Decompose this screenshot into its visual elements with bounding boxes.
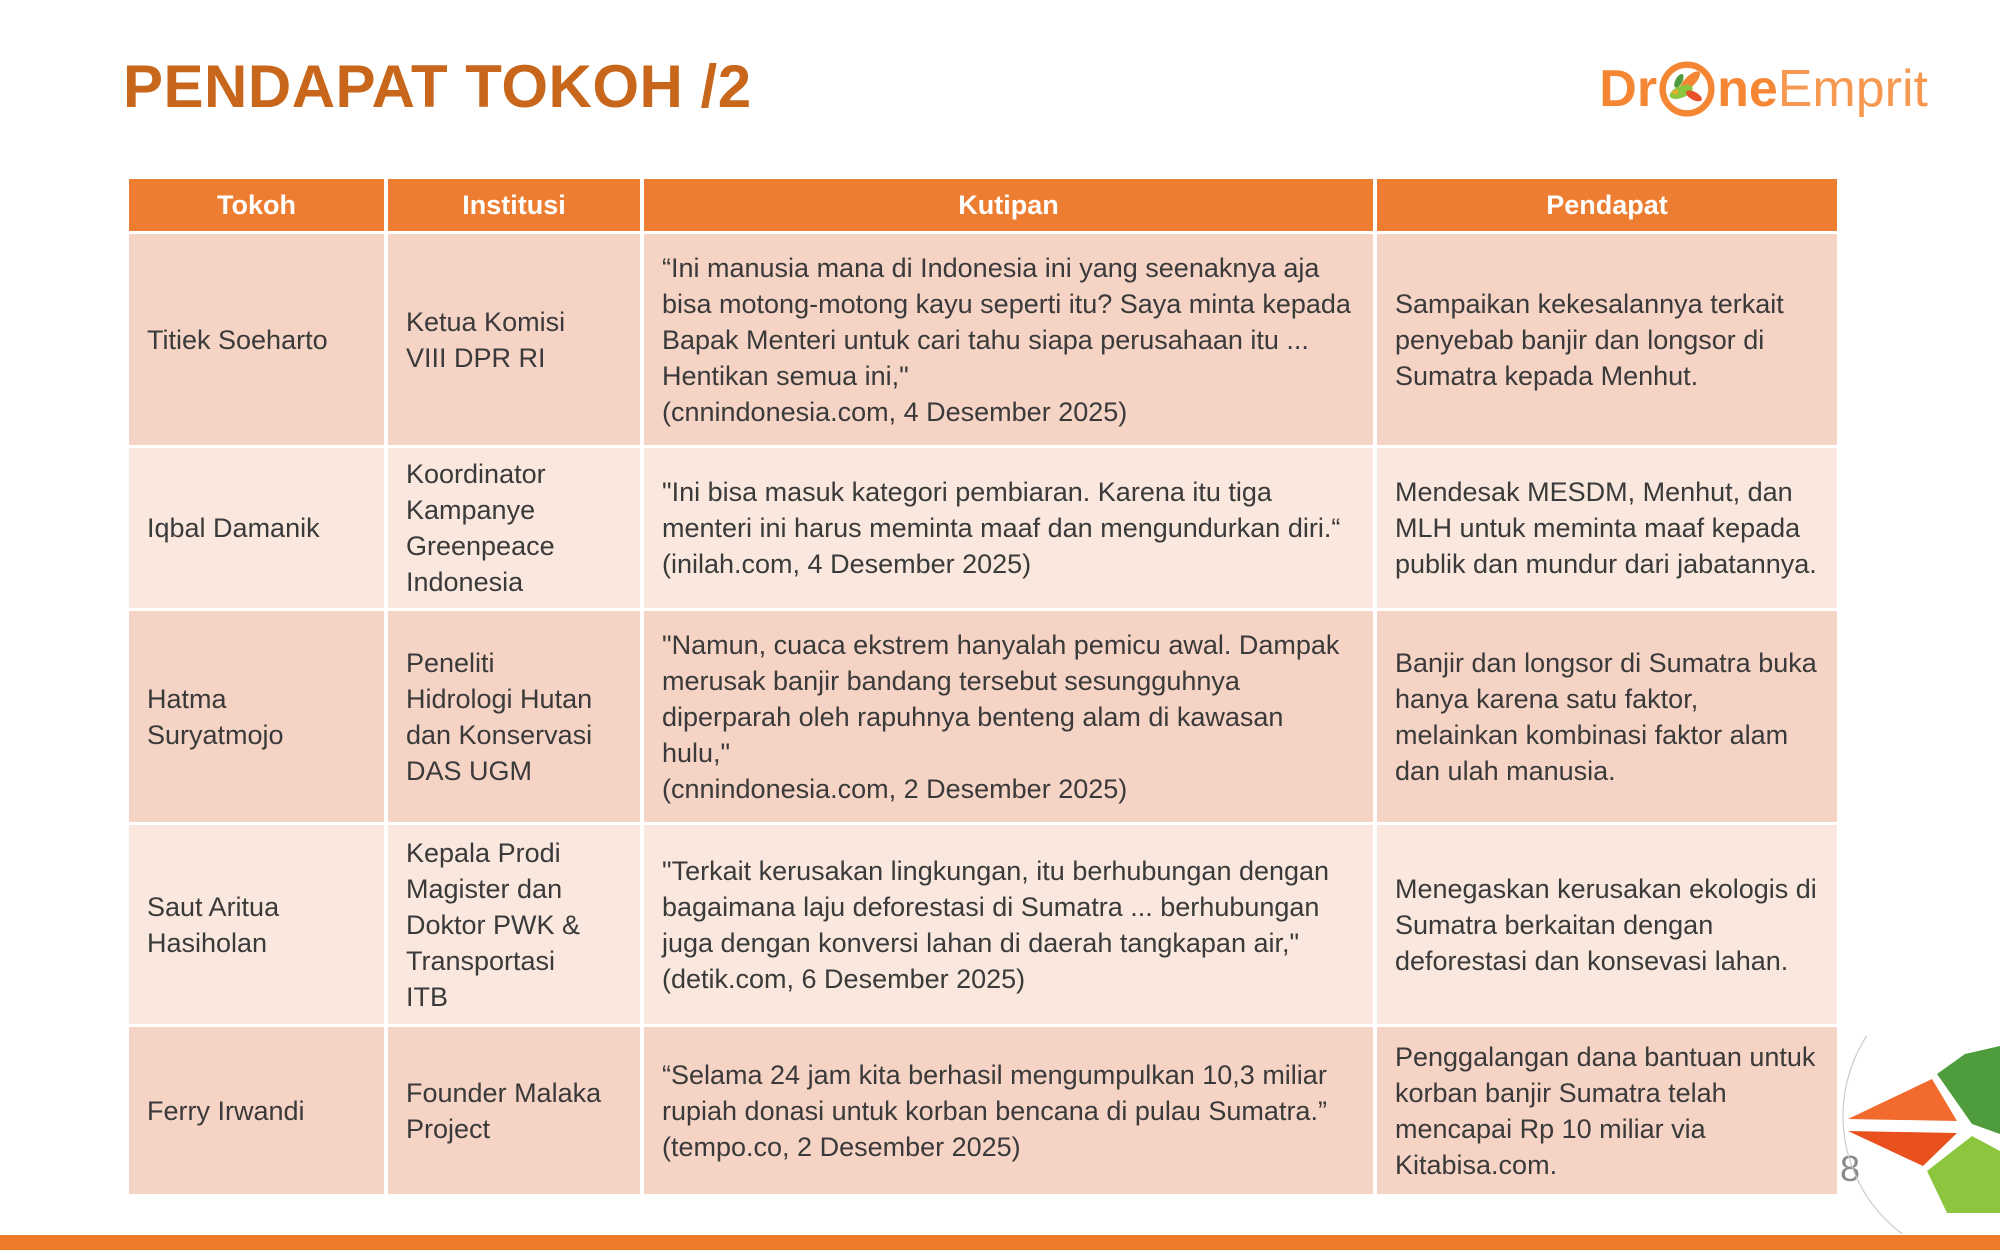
- institusi-cell: Kepala Prodi Magister dan Doktor PWK & Transportasi ITB: [388, 825, 640, 1024]
- pendapat-cell: Penggalangan dana bantuan untuk korban banjir Sumatra telah mencapai Rp 10 miliar via Kitabisa.com.: [1377, 1027, 1837, 1194]
- table-row: [129, 1027, 1837, 1194]
- quote-source: (inilah.com, 4 Desember 2025): [662, 549, 1032, 579]
- pendapat-cell: Sampaikan kekesalannya terkait penyebab banjir dan longsor di Sumatra kepada Menhut.: [1377, 234, 1837, 445]
- quote-text: "Ini bisa masuk kategori pembiaran. Karena itu tiga menteri ini harus meminta maaf dan mengundurkan diri.“: [662, 477, 1341, 543]
- droneemprit-logo: [1599, 60, 1928, 118]
- table-row: [129, 448, 1837, 608]
- logo-text-ne: ne: [1717, 60, 1778, 118]
- quote-text: “Selama 24 jam kita berhasil mengumpulkan 10,3 miliar rupiah donasi untuk korban bencana di pulau Sumatra.”: [662, 1059, 1327, 1126]
- kutipan-cell: [644, 1027, 1373, 1194]
- quote-source: (detik.com, 6 Desember 2025): [662, 963, 1026, 994]
- quote-text: "Terkait kerusakan lingkungan, itu berhubungan dengan bagaimana laju deforestasi di Sumatra ... berhubungan juga dengan konversi lahan di daerah tangkapan air,": [662, 855, 1330, 958]
- opinion-table: [125, 176, 1841, 1197]
- table-row: [129, 234, 1837, 445]
- header-row: [129, 179, 1837, 231]
- logo-text-dr: Dr: [1599, 60, 1658, 118]
- bird-in-ring-icon: [1658, 60, 1716, 118]
- kutipan-cell: [644, 825, 1373, 1024]
- kutipan-cell: [644, 611, 1373, 822]
- institusi-cell: Peneliti Hidrologi Hutan dan Konservasi DAS UGM: [388, 611, 640, 822]
- kutipan-cell: [644, 234, 1373, 445]
- pendapat-cell: Mendesak MESDM, Menhut, dan MLH untuk meminta maaf kepada publik dan mundur dari jabatannya.: [1377, 448, 1837, 608]
- kutipan-cell: [644, 448, 1373, 608]
- table-row: [129, 611, 1837, 822]
- quote-source: (cnnindonesia.com, 2 Desember 2025): [662, 773, 1128, 804]
- bottom-accent-bar: [0, 1235, 2000, 1250]
- quote-text: “Ini manusia mana di Indonesia ini yang seenaknya aja bisa motong-motong kayu seperti itu? Saya minta kepada Bapak Menteri untuk cari tahu siapa perusahaan itu ... Hentikan semua ini,": [662, 252, 1351, 391]
- pendapat-cell: Banjir dan longsor di Sumatra buka hanya karena satu faktor, melainkan kombinasi faktor alam dan ulah manusia.: [1377, 611, 1837, 822]
- quote-source: (tempo.co, 2 Desember 2025): [662, 1131, 1021, 1162]
- tokoh-cell: Ferry Irwandi: [129, 1027, 384, 1194]
- institusi-cell: Ketua Komisi VIII DPR RI: [388, 234, 640, 445]
- header-kutipan: Kutipan: [644, 179, 1373, 231]
- table-row: [129, 825, 1837, 1024]
- tokoh-cell: Saut Aritua Hasiholan: [129, 825, 384, 1024]
- logo-text-emprit: Emprit: [1777, 60, 1928, 118]
- header-tokoh: Tokoh: [129, 179, 384, 231]
- pinwheel-decoration-icon: [1760, 1036, 2000, 1234]
- quote-text: "Namun, cuaca ekstrem hanyalah pemicu awal. Dampak merusak banjir bandang tersebut sesungguhnya diperparah oleh rapuhnya benteng alam di kawasan hulu,": [662, 629, 1340, 768]
- opinion-table-wrap: [125, 176, 1841, 1197]
- page-title: PENDAPAT TOKOH /2: [123, 53, 752, 120]
- tokoh-cell: Iqbal Damanik: [129, 448, 384, 608]
- institusi-cell: Koordinator Kampanye Greenpeace Indonesia: [388, 448, 640, 608]
- tokoh-cell: Titiek Soeharto: [129, 234, 384, 445]
- quote-source: (cnnindonesia.com, 4 Desember 2025): [662, 396, 1128, 427]
- pendapat-cell: Menegaskan kerusakan ekologis di Sumatra berkaitan dengan deforestasi dan konsevasi lahan.: [1377, 825, 1837, 1024]
- header-pendapat: Pendapat: [1377, 179, 1837, 231]
- header-institusi: Institusi: [388, 179, 640, 231]
- page-number: 8: [1839, 1148, 1860, 1189]
- institusi-cell: Founder Malaka Project: [388, 1027, 640, 1194]
- tokoh-cell: Hatma Suryatmojo: [129, 611, 384, 822]
